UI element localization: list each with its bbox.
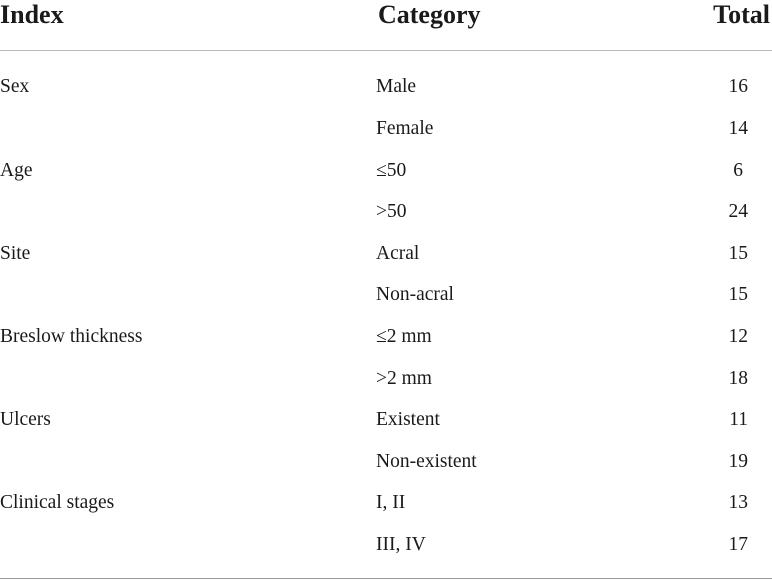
- table-row: [0, 327, 772, 369]
- row-category: Non-existent: [376, 451, 477, 472]
- row-total: 15: [728, 243, 748, 264]
- row-category: >2 mm: [376, 368, 432, 389]
- row-total: 12: [728, 326, 748, 347]
- row-total: 6: [733, 160, 743, 181]
- table-row: [0, 244, 772, 286]
- row-index: Age: [0, 160, 33, 181]
- header-total: Total: [713, 0, 770, 29]
- row-total: 13: [728, 492, 748, 513]
- row-total: 17: [728, 534, 748, 555]
- table-row: [0, 452, 772, 494]
- row-total: 24: [728, 201, 748, 222]
- row-category: ≤2 mm: [376, 326, 432, 347]
- table-row: [0, 493, 772, 535]
- row-total: 14: [728, 118, 748, 139]
- row-total: 15: [728, 284, 748, 305]
- row-index: Ulcers: [0, 409, 51, 430]
- row-category: Male: [376, 76, 417, 97]
- header-index: Index: [0, 0, 64, 29]
- row-category: Existent: [376, 409, 440, 430]
- row-category: >50: [376, 201, 407, 222]
- row-total: 19: [728, 451, 748, 472]
- table-row: [0, 410, 772, 452]
- row-index: Site: [0, 243, 31, 264]
- row-index: Clinical stages: [0, 492, 115, 513]
- table-row: [0, 202, 772, 244]
- header-category: Category: [378, 0, 481, 29]
- row-category: III, IV: [376, 534, 426, 555]
- row-index: Sex: [0, 76, 30, 97]
- table-row: [0, 161, 772, 203]
- row-total: 11: [729, 409, 748, 430]
- row-category: Acral: [376, 243, 420, 264]
- table-row: [0, 119, 772, 161]
- table-row: [0, 369, 772, 411]
- row-total: 16: [728, 76, 748, 97]
- row-total: 18: [728, 368, 748, 389]
- row-category: I, II: [376, 492, 406, 513]
- row-category: Non-acral: [376, 284, 454, 305]
- row-index: Breslow thickness: [0, 326, 143, 347]
- bottom-divider: [0, 578, 772, 579]
- row-category: Female: [376, 118, 434, 139]
- row-category: ≤50: [376, 160, 407, 181]
- table-row: [0, 535, 772, 577]
- table-row: [0, 285, 772, 327]
- table-row: [0, 77, 772, 119]
